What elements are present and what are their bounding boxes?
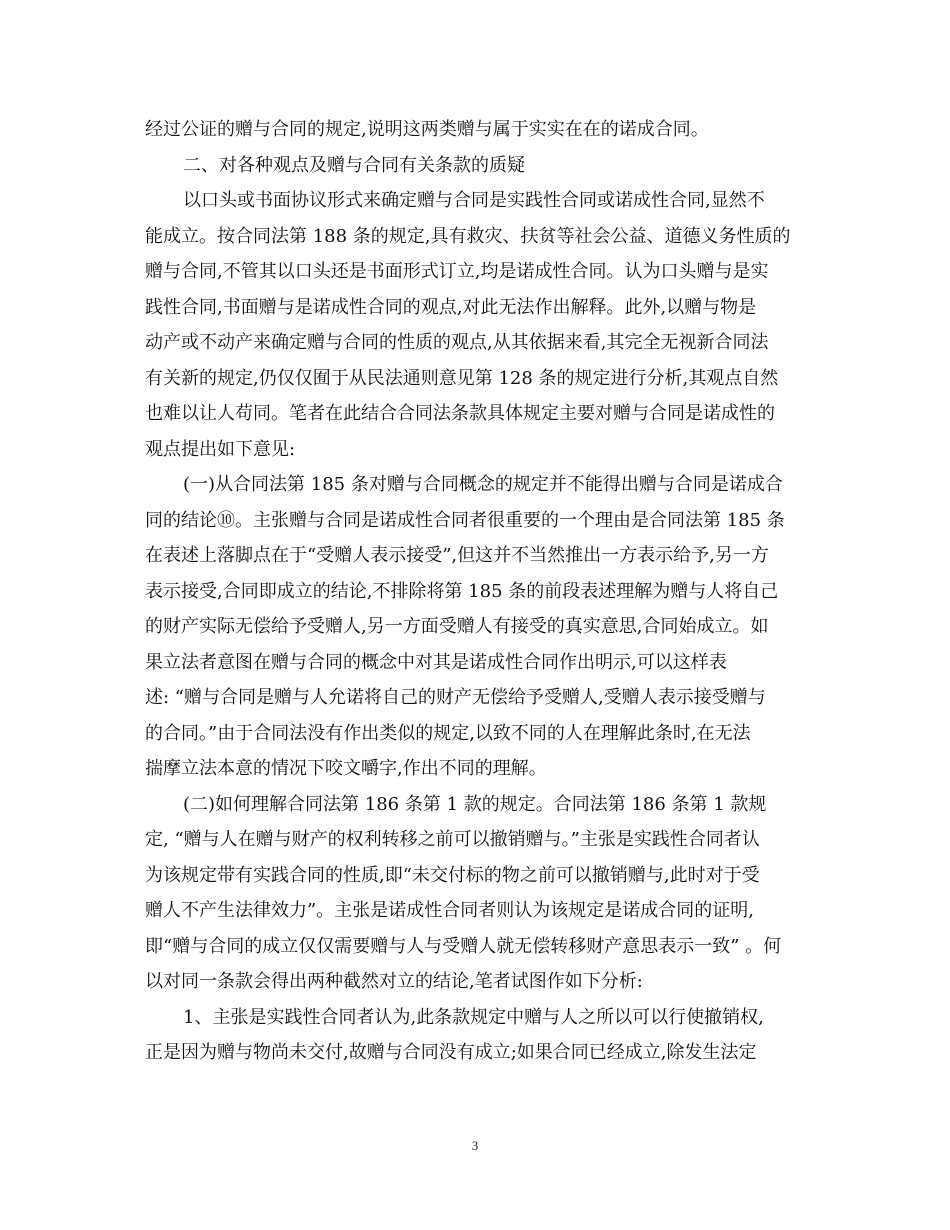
text-line: 揣摩立法本意的情况下咬文嚼字,作出不同的理解。 <box>145 758 547 779</box>
text-line: 1、主张是实践性合同者认为,此条款规定中赠与人之所以可以行使撤销权, <box>183 1006 764 1028</box>
text-line: 观点提出如下意见: <box>145 438 296 460</box>
text-line: 有关新的规定,仍仅仅囿于从民法通则意见第 128 条的规定进行分析,其观点自然 <box>145 367 779 389</box>
section-heading: 二、对各种观点及赠与合同有关条款的质疑 <box>183 154 525 176</box>
text-line: 以口头或书面协议形式来确定赠与合同是实践性合同或诺成性合同,显然不 <box>183 190 765 211</box>
text-line: 正是因为赠与物尚未交付,故赠与合同没有成立;如果合同已经成立,除发生法定 <box>145 1042 757 1063</box>
text-line: 在表述上落脚点在于“受赠人表示接受”,但这并不当然推出一方表示给予,另一方 <box>145 545 769 566</box>
text-line: 同的结论⑩。主张赠与合同是诺成性合同者很重要的一个理由是合同法第 185 条 <box>145 509 785 531</box>
text-line: 动产或不动产来确定赠与合同的性质的观点,从其依据来看,其完全无视新合同法 <box>145 332 769 353</box>
page-number: 3 <box>471 1138 479 1153</box>
text-line: 即“赠与合同的成立仅仅需要赠与人与受赠人就无偿转移财产意思表示一致” 。何 <box>145 935 782 957</box>
text-line: 的合同。”由于合同法没有作出类似的规定,以致不同的人在理解此条时,在无法 <box>145 722 751 744</box>
text-line: (二)如何理解合同法第 186 条第 1 款的规定。合同法第 186 条第 1 款规 <box>183 793 767 815</box>
text-line: 果立法者意图在赠与合同的概念中对其是诺成性合同作出明示,可以这样表 <box>145 651 727 673</box>
text-line: 赠与合同,不管其以口头还是书面形式订立,均是诺成性合同。认为口头赠与是实 <box>145 261 769 282</box>
text-line: 也难以让人苟同。笔者在此结合合同法条款具体规定主要对赠与合同是诺成性的 <box>145 403 775 424</box>
text-line: 以对同一条款会得出两种截然对立的结论,笔者试图作如下分析: <box>145 971 643 992</box>
text-line: 践性合同,书面赠与是诺成性合同的观点,对此无法作出解释。此外,以赠与物是 <box>145 296 757 318</box>
body-text <box>145 112 810 1071</box>
text-line: (一)从合同法第 185 条对赠与合同概念的规定并不能得出赠与合同是诺成合 <box>183 474 783 495</box>
text-line: 赠人不产生法律效力”。主张是诺成性合同者则认为该规定是诺成合同的证明, <box>145 900 754 921</box>
text-line: 经过公证的赠与合同的规定,说明这两类赠与属于实实在在的诺成合同。 <box>145 119 709 140</box>
text-line: 述: “赠与合同是赠与人允诺将自己的财产无偿给予受赠人,受赠人表示接受赠与 <box>145 687 766 708</box>
text-line: 的财产实际无偿给予受赠人,另一方面受赠人有接受的真实意思,合同始成立。如 <box>145 616 769 637</box>
text-line: 表示接受,合同即成立的结论,不排除将第 185 条的前段表述理解为赠与人将自己 <box>145 580 779 602</box>
text-line: 为该规定带有实践合同的性质,即“未交付标的物之前可以撤销赠与,此时对于受 <box>145 864 760 886</box>
text-line: 能成立。按合同法第 188 条的规定,具有救灾、扶贫等社会公益、道德义务性质的 <box>145 225 791 247</box>
text-line: 定, “赠与人在赠与财产的权利转移之前可以撤销赠与。”主张是实践性合同者认 <box>145 829 760 850</box>
